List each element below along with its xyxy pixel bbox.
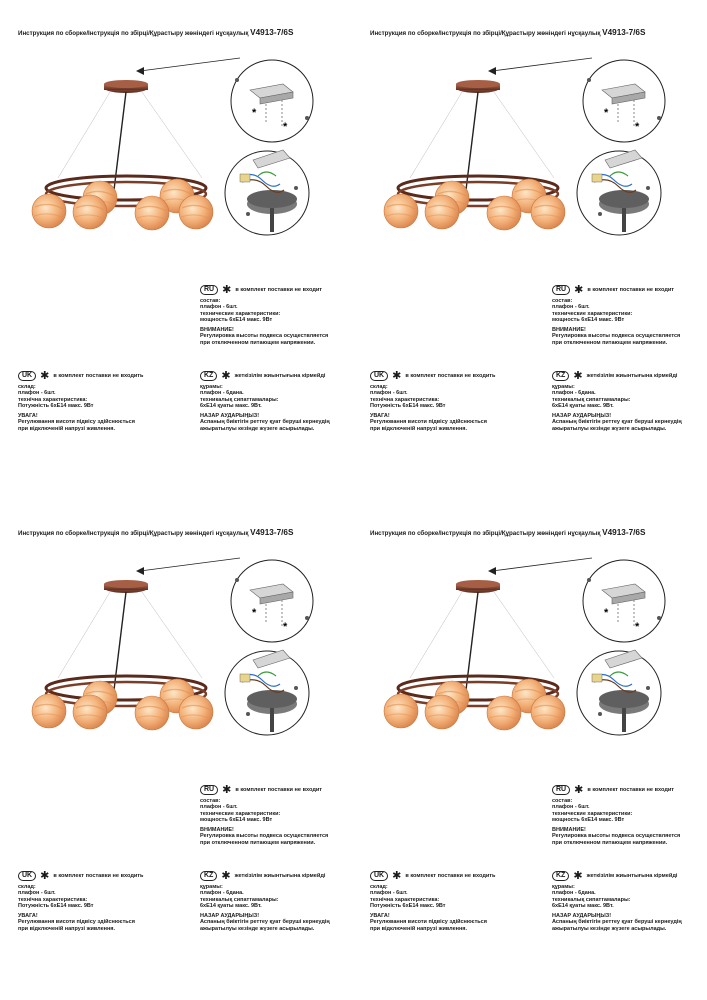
star-icon: ✱ xyxy=(573,870,583,882)
panel-title: Инструкция по сборке/Інструкція по збірці/Құрастыру жөніндегі нұсқаулық V4913-7/6S xyxy=(18,28,294,37)
star-icon: ✱ xyxy=(574,284,584,296)
uk-badge: UK xyxy=(18,871,36,881)
ru-badge: RU xyxy=(552,785,570,795)
uk-block: UK ✱ в комплект поставки не входить склад: плафон - 6шт. технічна характеристика: Потужність 6хЕ14 макс. 9Вт УВАГА! Регулювання висоти підвісу здійснюється при відключеній напрузі живлення. xyxy=(18,870,144,932)
panel-title: Инструкция по сборке/Інструкція по збірці/Құрастыру жөніндегі нұсқаулық V4913-7/6S xyxy=(370,28,646,37)
star-icon: ✱ xyxy=(40,370,50,382)
kz-badge: KZ xyxy=(552,871,569,881)
kz-badge: KZ xyxy=(200,871,217,881)
kz-badge: KZ xyxy=(200,371,217,381)
model-number: V4913-7/6S xyxy=(602,528,646,537)
star-icon: ✱ xyxy=(222,284,232,296)
panel-title: Инструкция по сборке/Інструкція по збірці/Құрастыру жөніндегі нұсқаулық V4913-7/6S xyxy=(370,528,646,537)
star-icon: ✱ xyxy=(392,870,402,882)
star-icon: ✱ xyxy=(221,370,231,382)
uk-badge: UK xyxy=(370,371,388,381)
kz-block: KZ ✱ жеткізілім жиынтығына кірмейді құрамы: плафон - 6дана. техникалық сипаттамалары: 6хЕ14 қуаты макс. 9Вт. НАЗАР АУДАРЫҢЫЗ! Аспаның биіктігін реттеу қуат беруші кернеудің ажыратылуы кезінде жүзеге асырылады. xyxy=(200,870,330,932)
ru-badge: RU xyxy=(200,785,218,795)
instruction-panel xyxy=(352,500,705,1000)
star-icon: ✱ xyxy=(573,370,583,382)
panel-title: Инструкция по сборке/Інструкція по збірці/Құрастыру жөніндегі нұсқаулық V4913-7/6S xyxy=(18,528,294,537)
instruction-panel xyxy=(0,0,353,500)
star-icon: ✱ xyxy=(40,870,50,882)
uk-block: UK ✱ в комплект поставки не входить склад: плафон - 6шт. технічна характеристика: Потужність 6хЕ14 макс. 9Вт УВАГА! Регулювання висоти підвісу здійснюється при відключеній напрузі живлення. xyxy=(370,870,496,932)
uk-block: UK ✱ в комплект поставки не входить склад: плафон - 6шт. технічна характеристика: Потужність 6хЕ14 макс. 9Вт УВАГА! Регулювання висоти підвісу здійснюється при відключеній напрузі живлення. xyxy=(18,370,144,432)
star-icon: ✱ xyxy=(222,784,232,796)
ru-block: RU ✱ в комплект поставки не входит состав: плафон - 6шт. технические характеристики: мощность 6хЕ14 макс. 9Вт ВНИМАНИЕ! Регулировка высоты подвеса осуществляется при отключенном питающем напряжении. xyxy=(552,784,681,846)
kz-block: KZ ✱ жеткізілім жиынтығына кірмейді құрамы: плафон - 6дана. техникалық сипаттамалары: 6хЕ14 қуаты макс. 9Вт. НАЗАР АУДАРЫҢЫЗ! Аспаның биіктігін реттеу қуат беруші кернеудің ажыратылуы кезінде жүзеге асырылады. xyxy=(552,870,682,932)
instruction-panel xyxy=(0,500,353,1000)
model-number: V4913-7/6S xyxy=(250,28,294,37)
ru-block: RU ✱ в комплект поставки не входит состав: плафон - 6шт. технические характеристики: мощность 6хЕ14 макс. 9Вт ВНИМАНИЕ! Регулировка высоты подвеса осуществляется при отключенном питающем напряжении. xyxy=(552,284,681,346)
model-number: V4913-7/6S xyxy=(250,528,294,537)
ru-block: RU ✱ в комплект поставки не входит состав: плафон - 6шт. технические характеристики: мощность 6хЕ14 макс. 9Вт ВНИМАНИЕ! Регулировка высоты подвеса осуществляется при отключенном питающем напряжении. xyxy=(200,284,329,346)
ru-block: RU ✱ в комплект поставки не входит состав: плафон - 6шт. технические характеристики: мощность 6хЕ14 макс. 9Вт ВНИМАНИЕ! Регулировка высоты подвеса осуществляется при отключенном питающем напряжении. xyxy=(200,784,329,846)
star-icon: ✱ xyxy=(392,370,402,382)
ru-badge: RU xyxy=(552,285,570,295)
ru-badge: RU xyxy=(200,285,218,295)
uk-badge: UK xyxy=(370,871,388,881)
kz-block: KZ ✱ жеткізілім жиынтығына кірмейді құрамы: плафон - 6дана. техникалық сипаттамалары: 6хЕ14 қуаты макс. 9Вт. НАЗАР АУДАРЫҢЫЗ! Аспаның биіктігін реттеу қуат беруші кернеудің ажыратылуы кезінде жүзеге асырылады. xyxy=(200,370,330,432)
uk-block: UK ✱ в комплект поставки не входить склад: плафон - 6шт. технічна характеристика: Потужність 6хЕ14 макс. 9Вт УВАГА! Регулювання висоти підвісу здійснюється при відключеній напрузі живлення. xyxy=(370,370,496,432)
star-icon: ✱ xyxy=(221,870,231,882)
instruction-panel xyxy=(352,0,705,500)
star-icon: ✱ xyxy=(574,784,584,796)
kz-badge: KZ xyxy=(552,371,569,381)
uk-badge: UK xyxy=(18,371,36,381)
model-number: V4913-7/6S xyxy=(602,28,646,37)
kz-block: KZ ✱ жеткізілім жиынтығына кірмейді құрамы: плафон - 6дана. техникалық сипаттамалары: 6хЕ14 қуаты макс. 9Вт. НАЗАР АУДАРЫҢЫЗ! Аспаның биіктігін реттеу қуат беруші кернеудің ажыратылуы кезінде жүзеге асырылады. xyxy=(552,370,682,432)
